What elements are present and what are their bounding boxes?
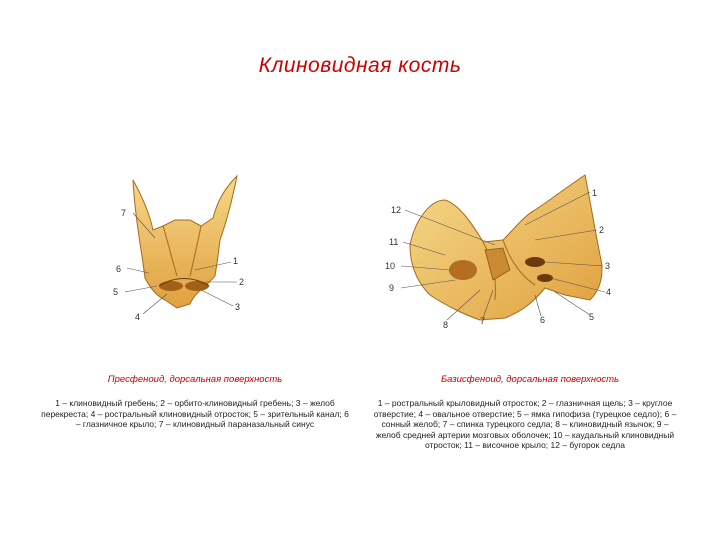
basisphenoid-caption: Базисфеноид, дорсальная поверхность (440, 374, 620, 385)
page-title: Клиновидная кость (258, 54, 462, 77)
presphenoid-label-3: 3 (235, 302, 241, 312)
basisphenoid-label-9: 9 (389, 283, 395, 293)
basisphenoid-label-12: 12 (391, 205, 402, 215)
presphenoid-label-4: 4 (135, 312, 141, 322)
basisphenoid-label-10: 10 (385, 261, 396, 271)
presphenoid-label-5: 5 (113, 287, 119, 297)
basisphenoid-label-7: 7 (480, 316, 486, 326)
presphenoid-illustration (105, 168, 265, 333)
presphenoid-label-6: 6 (116, 264, 122, 274)
basisphenoid-label-5: 5 (589, 312, 595, 322)
basisphenoid-illustration (385, 170, 625, 340)
presphenoid-legend: 1 – клиновидный гребень; 2 – орбито-клиновидный гребень; 3 – желоб перекреста; 4 – ростральный клиновидный отросток; 5 – зрительный канал; 6 – глазничное крыло; 7 – клиновидный параназальный синус (41, 398, 349, 429)
presphenoid-label-1: 1 (233, 256, 239, 266)
basisphenoid-label-11: 11 (389, 237, 399, 247)
presphenoid-caption: Пресфеноид, дорсальная поверхность (107, 374, 283, 385)
presphenoid-label-7: 7 (121, 208, 127, 218)
basisphenoid-label-4: 4 (606, 287, 612, 297)
basisphenoid-legend: 1 – ростральный крыловидный отросток; 2 – глазничная щель; 3 – круглое отверстие; 4 – овальное отверстие; 5 – ямка гипофиза (турецкое седло); 6 – сонный желоб; 7 – спинка турецкого седла; 8 – клиновидный язычок; 9 – желоб средней артерии мозговых оболочек; 10 – каудальный клиновидный отросток; 11 – височное крыло; 12 – бугорок седла (373, 398, 677, 450)
presphenoid-label-2: 2 (239, 277, 245, 287)
basisphenoid-label-6: 6 (540, 315, 546, 325)
basisphenoid-label-1: 1 (592, 188, 598, 198)
basisphenoid-label-8: 8 (443, 320, 449, 330)
basisphenoid-label-3: 3 (605, 261, 611, 271)
basisphenoid-label-2: 2 (599, 225, 605, 235)
